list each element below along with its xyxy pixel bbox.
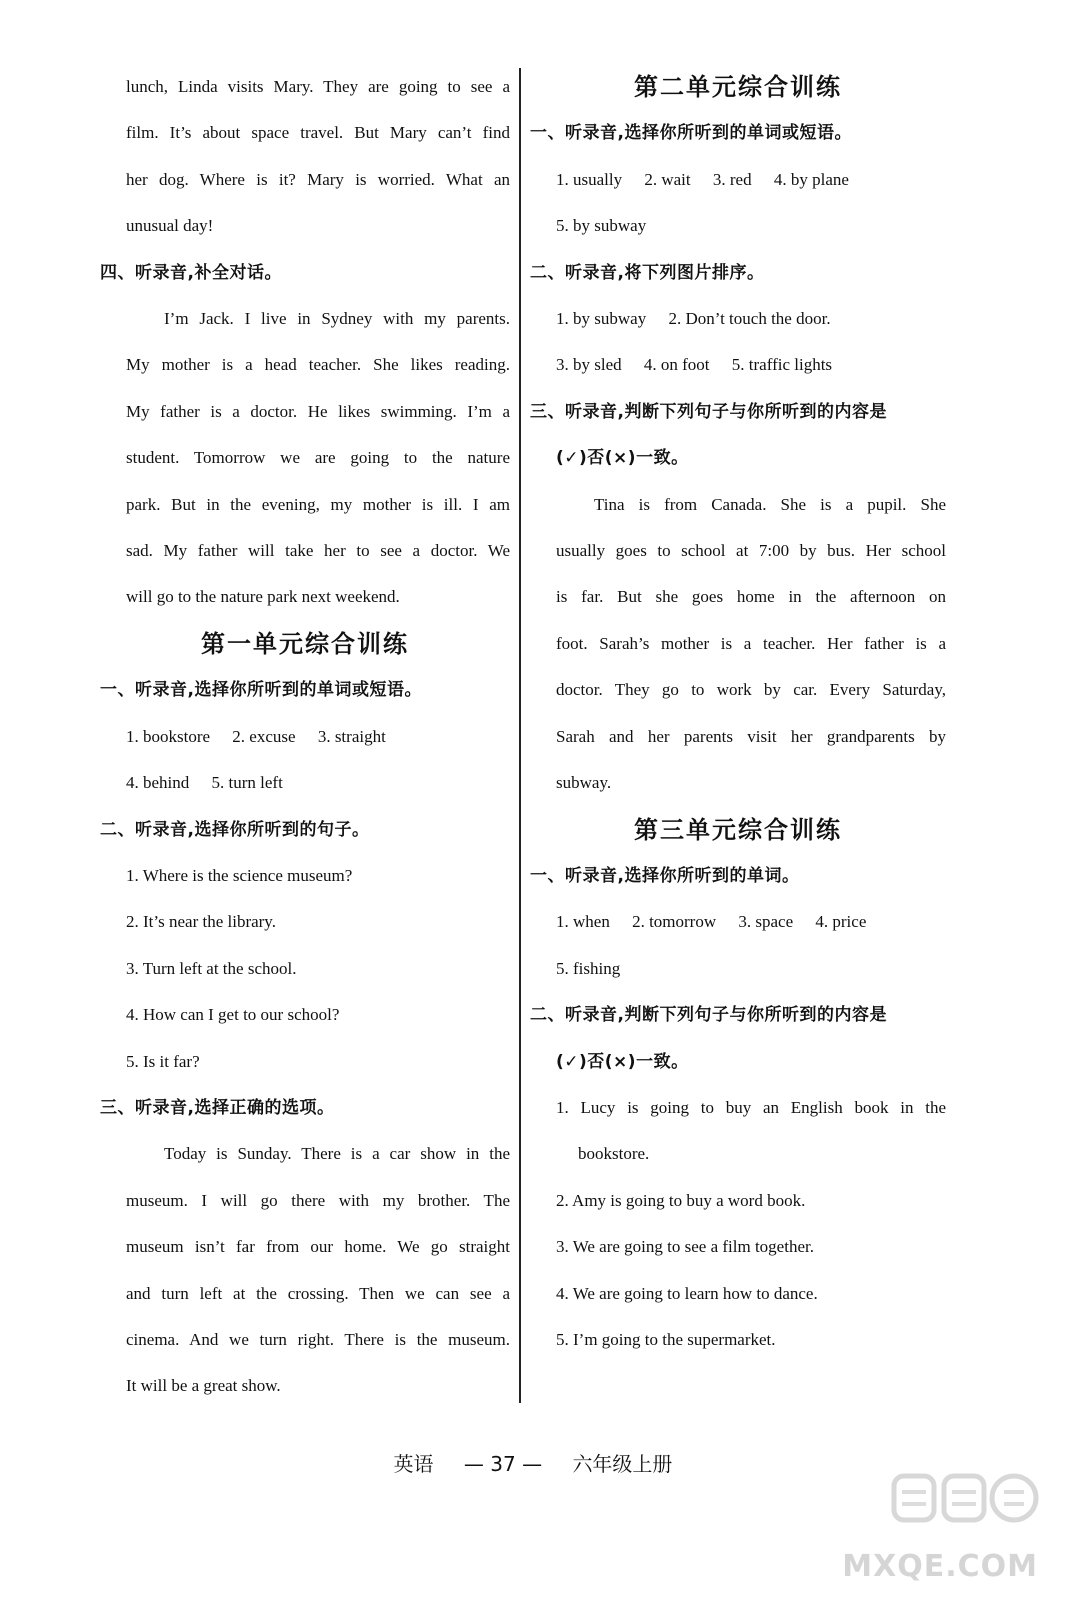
- answer-item: 1. usually: [556, 169, 623, 189]
- text-line: will go to the nature park next weekend.: [126, 587, 400, 607]
- left-column: [100, 64, 510, 1410]
- text-line: Today is Sunday. There is a car show in the: [164, 1144, 510, 1164]
- right-column: [530, 64, 946, 1363]
- answer-item: 5. fishing: [556, 958, 621, 978]
- answer-item: 2. Amy is going to buy a word book.: [556, 1190, 806, 1210]
- answer-item: 1. Where is the science museum?: [126, 865, 353, 885]
- text-line: I’m Jack. I live in Sydney with my parents.: [164, 309, 510, 329]
- watermark-text: MXQE.COM: [842, 1549, 1038, 1584]
- text-line: sad. My father will take her to see a doctor. We: [126, 541, 510, 561]
- answer-item: 5. Is it far?: [126, 1051, 200, 1071]
- section-heading: 一、听录音,选择你所听到的单词或短语。: [530, 123, 852, 144]
- answer-row: [100, 760, 510, 806]
- text-line: unusual day!: [126, 216, 214, 236]
- answer-item: 5. traffic lights: [731, 355, 833, 375]
- text-line: museum. I will go there with my brother. The: [126, 1190, 510, 1210]
- answer-item: 4. price: [815, 912, 867, 932]
- answer-row: [530, 946, 946, 992]
- section-heading: 二、听录音,判断下列句子与你所听到的内容是: [530, 1005, 887, 1026]
- text-line: foot. Sarah’s mother is a teacher. Her father is a: [556, 633, 946, 653]
- answer-item: 4. We are going to learn how to dance.: [556, 1283, 818, 1303]
- answer-item: 2. Don’t touch the door.: [668, 309, 831, 329]
- answer-row: [530, 899, 946, 945]
- section-heading: 一、听录音,选择你所听到的单词。: [530, 865, 800, 886]
- text-line: museum isn’t far from our home. We go straight: [126, 1237, 510, 1257]
- text-line: It will be a great show.: [126, 1376, 281, 1396]
- text-line: park. But in the evening, my mother is ill. I am: [126, 494, 510, 514]
- section-heading-continued: (✓)否(×)一致。: [556, 1051, 689, 1072]
- column-divider: [519, 68, 521, 1403]
- answer-item: 2. excuse: [232, 726, 296, 746]
- text-line: Sarah and her parents visit her grandparents by: [556, 726, 946, 746]
- text-line: My father is a doctor. He likes swimming. I’m a: [126, 401, 510, 421]
- answer-item: 4. on foot: [643, 355, 710, 375]
- answer-item: 4. behind: [126, 773, 190, 793]
- answer-row: [530, 203, 946, 249]
- answer-item: 1. by subway: [556, 309, 647, 329]
- answer-item: 5. I’m going to the supermarket.: [556, 1329, 776, 1349]
- answer-item: 3. space: [738, 912, 794, 932]
- answer-item: 2. It’s near the library.: [126, 912, 276, 932]
- answer-item: 2. tomorrow: [632, 912, 717, 932]
- answer-item: 4. by plane: [773, 169, 849, 189]
- text-line: subway.: [556, 773, 612, 793]
- text-line: and turn left at the crossing. Then we can see a: [126, 1283, 510, 1303]
- answer-item: 3. red: [712, 169, 752, 189]
- answer-item: 1. when: [556, 912, 610, 932]
- page-number: — 37 —: [463, 1452, 543, 1476]
- text-line: My mother is a head teacher. She likes reading.: [126, 355, 510, 375]
- text-line: film. It’s about space travel. But Mary can’t find: [126, 123, 510, 143]
- answer-item: 1. Lucy is going to buy an English book in the: [556, 1097, 946, 1117]
- answer-row: [100, 714, 510, 760]
- unit-title: 第三单元综合训练: [634, 815, 842, 844]
- text-line: is far. But she goes home in the afternoon on: [556, 587, 946, 607]
- answer-row: [530, 157, 946, 203]
- answer-item-continued: bookstore.: [578, 1144, 650, 1164]
- answer-row: [530, 296, 946, 342]
- unit-title: 第一单元综合训练: [201, 629, 409, 658]
- section-heading: 二、听录音,选择你所听到的句子。: [100, 819, 370, 840]
- section-heading: 三、听录音,选择正确的选项。: [100, 1097, 335, 1118]
- answer-item: 1. bookstore: [126, 726, 211, 746]
- answer-item: 2. wait: [644, 169, 691, 189]
- section-heading: 一、听录音,选择你所听到的单词或短语。: [100, 680, 422, 701]
- section-heading: 三、听录音,判断下列句子与你所听到的内容是: [530, 401, 887, 422]
- section-heading: 二、听录音,将下列图片排序。: [530, 262, 765, 283]
- text-line: Tina is from Canada. She is a pupil. She: [594, 494, 946, 514]
- section-heading-continued: (✓)否(×)一致。: [556, 448, 689, 469]
- answer-row: [530, 342, 946, 388]
- answer-item: 5. turn left: [211, 773, 283, 793]
- answer-item: 5. by subway: [556, 216, 647, 236]
- text-line: usually goes to school at 7:00 by bus. Her school: [556, 541, 946, 561]
- answer-item: 4. How can I get to our school?: [126, 1005, 340, 1025]
- text-line: her dog. Where is it? Mary is worried. What an: [126, 169, 510, 189]
- text-line: student. Tomorrow we are going to the nature: [126, 448, 510, 468]
- text-line: cinema. And we turn right. There is the museum.: [126, 1329, 510, 1349]
- footer-subject: 英语: [393, 1452, 434, 1476]
- answer-item: 3. straight: [317, 726, 386, 746]
- answer-item: 3. Turn left at the school.: [126, 958, 297, 978]
- section-heading: 四、听录音,补全对话。: [100, 262, 282, 283]
- answer-item: 3. by sled: [556, 355, 622, 375]
- watermark: [842, 1468, 1046, 1588]
- text-line: doctor. They go to work by car. Every Saturday,: [556, 680, 946, 700]
- watermark-logo-icon: [890, 1470, 1040, 1530]
- text-line: lunch, Linda visits Mary. They are going to see a: [126, 77, 510, 96]
- answer-item: 3. We are going to see a film together.: [556, 1237, 814, 1257]
- unit-title: 第二单元综合训练: [634, 73, 842, 101]
- footer-grade: 六年级上册: [572, 1452, 673, 1476]
